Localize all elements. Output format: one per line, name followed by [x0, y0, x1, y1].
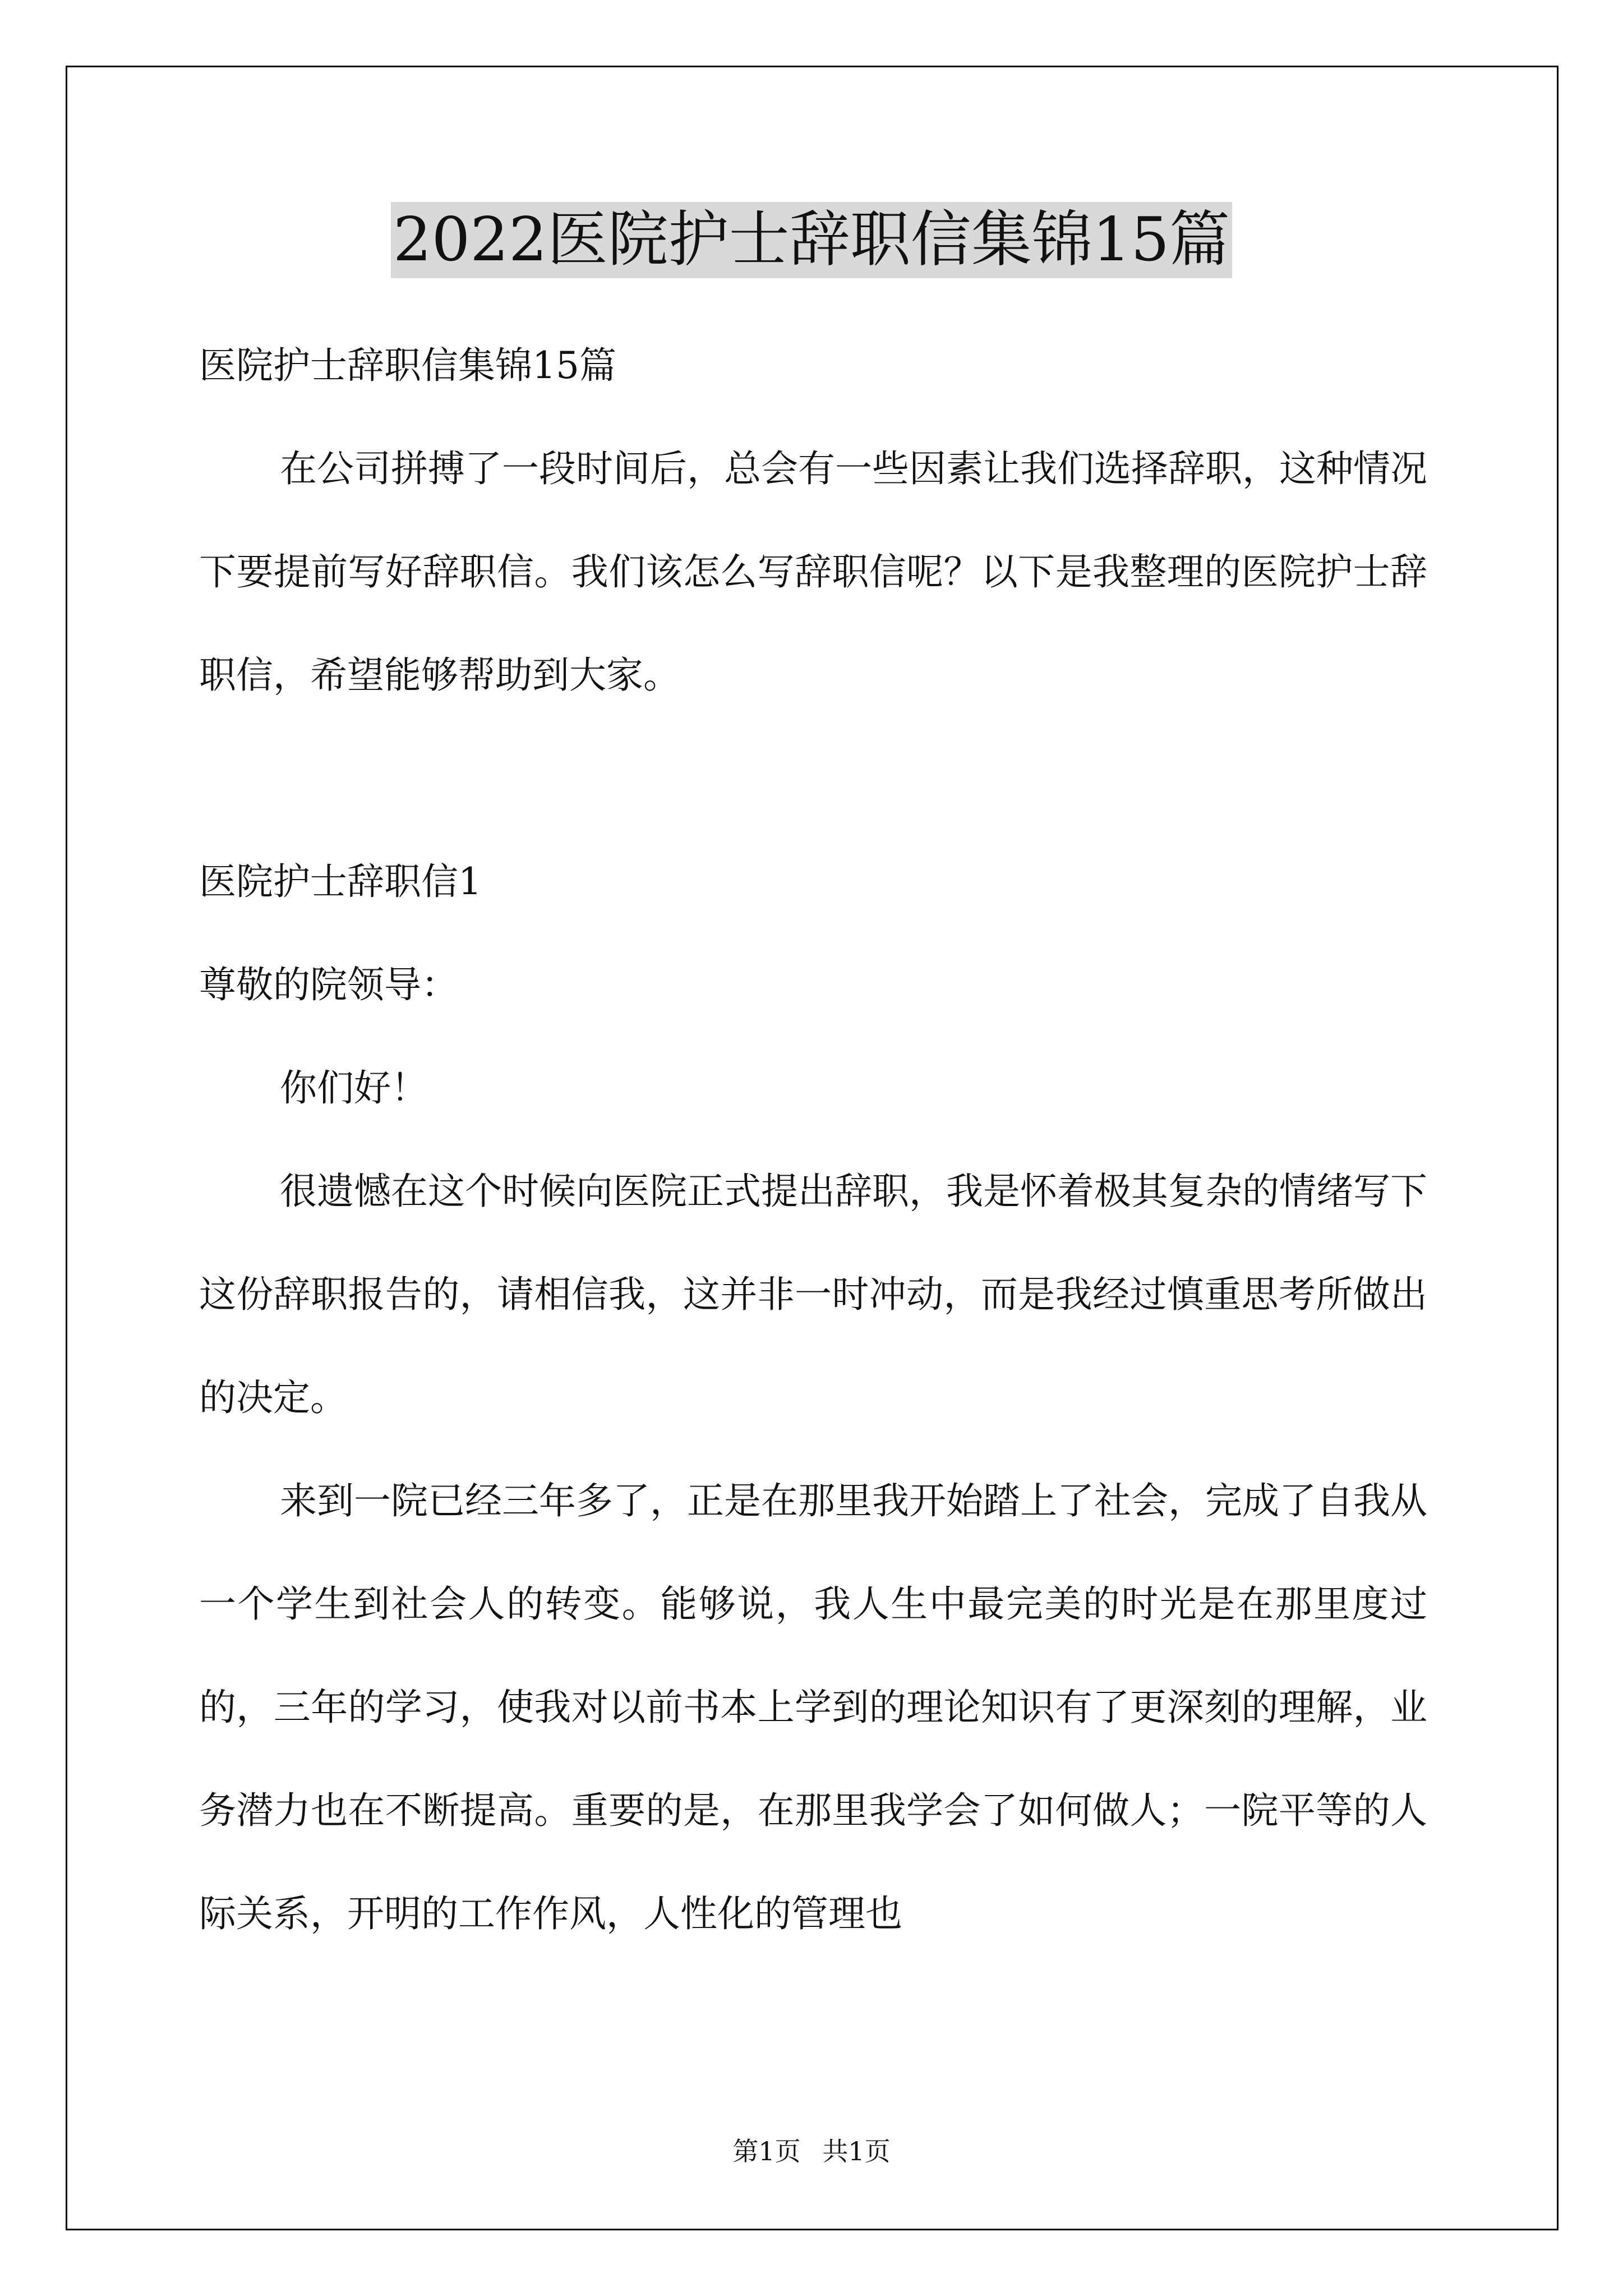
page-number: 第1页 [732, 2136, 801, 2166]
page-total: 共1页 [822, 2136, 891, 2166]
body-paragraph: 很遗憾在这个时候向医院正式提出辞职，我是怀着极其复杂的情绪写下这份辞职报告的，请相信我，这并非一时冲动，而是我经过慎重思考所做出的决定。 [199, 1170, 1427, 1419]
page-footer [0, 2134, 1623, 2168]
paragraph-spacer [199, 727, 1427, 830]
salutation: 尊敬的院领导： [199, 963, 458, 1006]
body-paragraph: 来到一院已经三年多了，正是在那里我开始踏上了社会，完成了自我从一个学生到社会人的转变。能够说，我人生中最完美的时光是在那里度过的，三年的学习，使我对以前书本上学到的理论知识有了更深刻的理解，业务潜力也在不断提高。重要的是，在那里我学会了如何做人；一院平等的人际关系，开明的工作作风，人性化的管理也 [199, 1479, 1427, 1935]
greeting: 你们好！ [280, 1066, 428, 1110]
letter-heading: 医院护士辞职信1 [199, 860, 482, 903]
title-container [0, 202, 1623, 278]
intro-paragraph: 在公司拼搏了一段时间后，总会有一些因素让我们选择辞职，这种情况下要提前写好辞职信。我们该怎么写辞职信呢？以下是我整理的医院护士辞职信，希望能够帮助到大家。 [199, 447, 1427, 697]
document-title: 2022医院护士辞职信集锦15篇 [391, 202, 1232, 278]
document-subtitle: 医院护士辞职信集锦15篇 [199, 344, 616, 387]
document-body [199, 314, 1427, 1966]
